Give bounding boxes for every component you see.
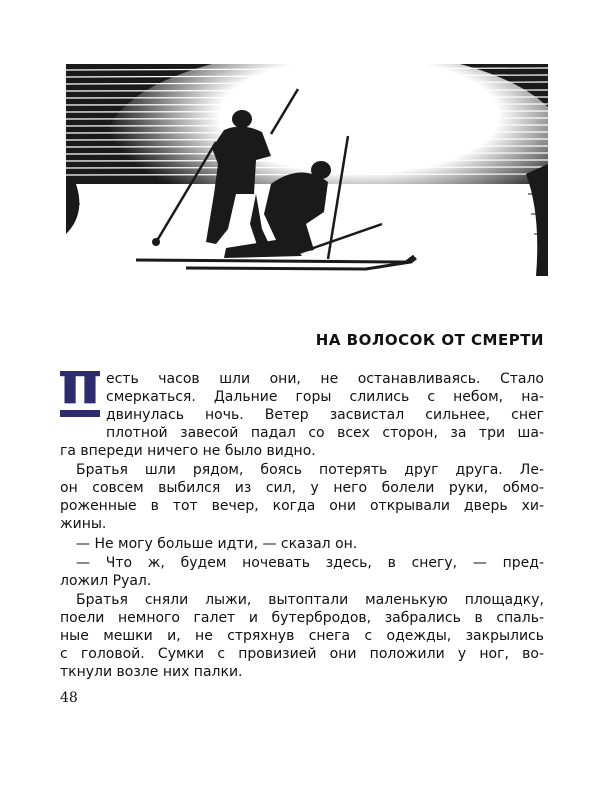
text-line: ные мешки и, не стряхнув снега с одежды, закрылись [60, 628, 544, 644]
text-line: с головой. Сумки с провизией они положили у ног, во- [60, 646, 544, 662]
text-line: поели немного галет и бутербродов, забрались в спаль- [60, 610, 544, 626]
text-line: есть часов шли они, не останавливаясь. Стало [106, 371, 544, 387]
text-line: ткнули возле них палки. [60, 664, 243, 680]
drop-cap-letter: Ш [51, 367, 109, 421]
text-line: смеркаться. Дальние горы слились с небом, на- [106, 389, 544, 405]
text-line: — Что ж, будем ночевать здесь, в снегу, — пред- [76, 555, 544, 571]
text-line: двинулась ночь. Ветер засвистал сильнее, снег [106, 407, 544, 423]
ski-illustration [66, 64, 548, 276]
skis [136, 256, 416, 269]
text-line: — Не могу больше идти, — сказал он. [76, 536, 358, 552]
text-line: жины. [60, 516, 107, 532]
text-line: роженные в тот вечер, когда они открывали дверь хи- [60, 498, 544, 514]
text-line: плотной завесой падал со всех сторон, за три ша- [106, 425, 544, 441]
text-line: Братья шли рядом, боясь потерять друг друга. Ле- [76, 462, 544, 478]
text-line: ложил Руал. [60, 573, 152, 589]
text-line: га впереди ничего не было видно. [60, 443, 316, 459]
page-number: 48 [60, 690, 78, 706]
chapter-title: НА ВОЛОСОК ОТ СМЕРТИ [315, 331, 544, 349]
text-line: он совсем выбился из сил, у него болели руки, обмо- [60, 480, 544, 496]
text-line: Братья сняли лыжи, вытоптали маленькую площадку, [76, 592, 544, 608]
